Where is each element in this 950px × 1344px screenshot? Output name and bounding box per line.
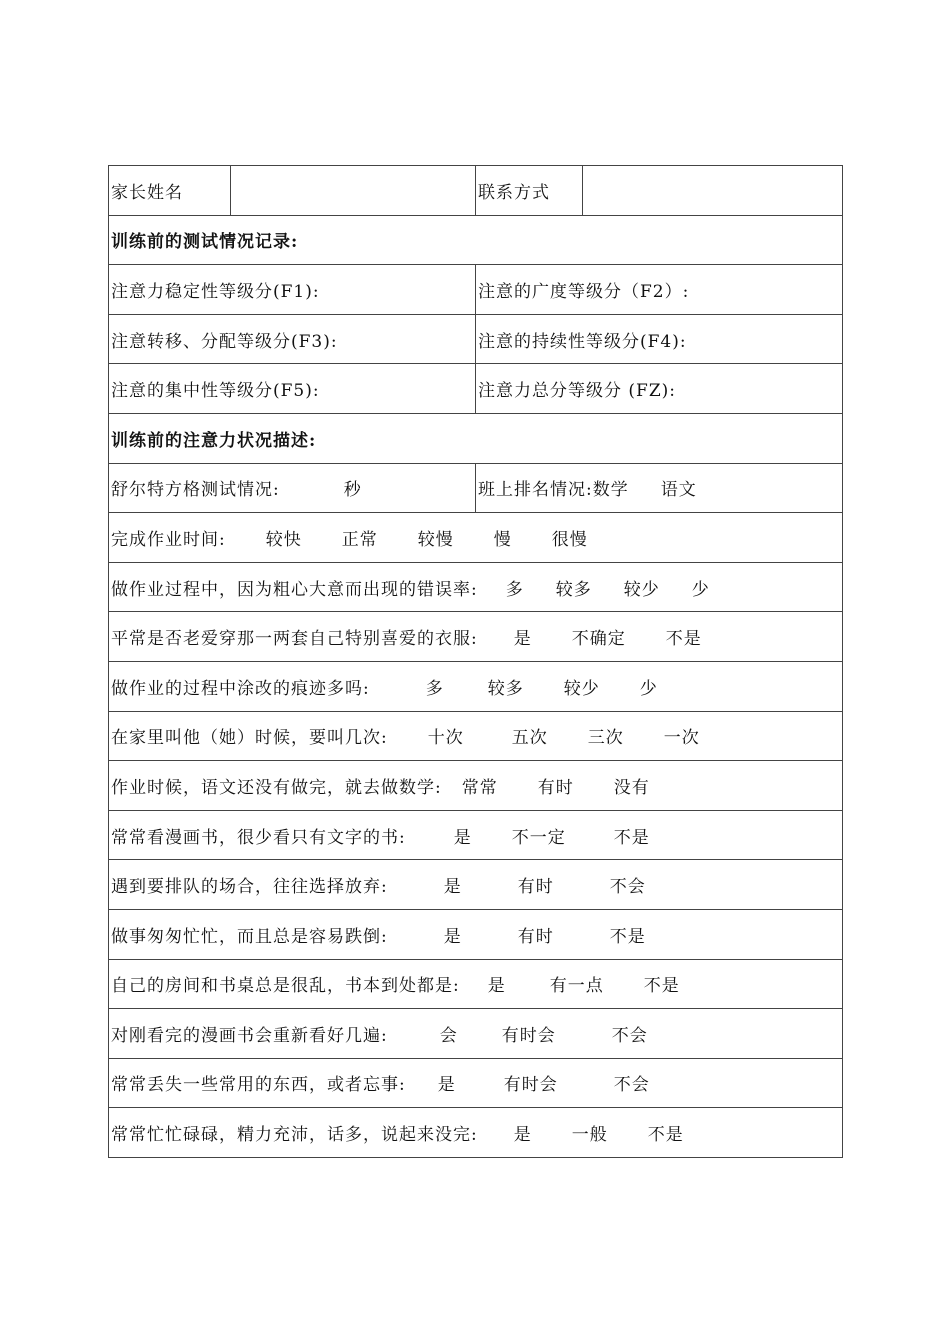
option-choice[interactable]: 是 <box>443 877 462 898</box>
rank-field[interactable] <box>476 463 843 513</box>
question-cell <box>109 909 843 959</box>
question-cell <box>109 562 843 612</box>
contact-label: 联系方式 <box>476 166 583 216</box>
fz-field[interactable]: 注意力总分等级分 (FZ): <box>476 364 843 414</box>
f2-field[interactable]: 注意的广度等级分（F2）: <box>476 265 843 315</box>
option-choice[interactable]: 较少 <box>623 579 660 600</box>
question-label: 做作业的过程中涂改的痕迹多吗: <box>111 678 370 699</box>
option-choice[interactable]: 不会 <box>611 1025 648 1046</box>
option-choice[interactable]: 有时 <box>517 926 554 947</box>
rank-label: 班上排名情况: <box>478 480 593 501</box>
option-choice[interactable]: 慢 <box>493 529 512 550</box>
question-row <box>109 1058 843 1108</box>
question-row <box>109 909 843 959</box>
question-row <box>109 959 843 1009</box>
parent-name-label: 家长姓名 <box>109 166 231 216</box>
option-choice[interactable]: 正常 <box>341 529 378 550</box>
schulte-field[interactable] <box>109 463 476 513</box>
option-choice[interactable]: 不是 <box>609 926 646 947</box>
question-label: 遇到要排队的场合，往往选择放弃: <box>111 877 388 898</box>
question-row <box>109 562 843 612</box>
option-choice[interactable]: 十次 <box>427 728 464 749</box>
f1-field[interactable]: 注意力稳定性等级分(F1): <box>109 265 476 315</box>
option-choice[interactable]: 一般 <box>571 1125 608 1146</box>
option-choice[interactable]: 有时会 <box>503 1075 558 1096</box>
parent-info-row <box>109 166 843 216</box>
option-choice[interactable]: 一次 <box>663 728 700 749</box>
question-row <box>109 761 843 811</box>
question-row <box>109 661 843 711</box>
option-choice[interactable]: 有一点 <box>549 976 604 997</box>
option-choice[interactable]: 很慢 <box>551 529 588 550</box>
pretest-title: 训练前的测试情况记录: <box>109 215 843 265</box>
option-choice[interactable]: 常常 <box>461 777 498 798</box>
question-label: 完成作业时间: <box>111 529 226 550</box>
question-label: 在家里叫他（她）时候，要叫几次: <box>111 728 388 749</box>
option-choice[interactable]: 较少 <box>563 678 600 699</box>
option-choice[interactable]: 多 <box>505 579 524 600</box>
f5-field[interactable]: 注意的集中性等级分(F5): <box>109 364 476 414</box>
option-choice[interactable]: 是 <box>513 1125 532 1146</box>
option-choice[interactable]: 是 <box>513 629 532 650</box>
rank-math: 数学 <box>592 480 629 501</box>
question-row <box>109 860 843 910</box>
question-label: 做作业过程中，因为粗心大意而出现的错误率: <box>111 579 478 600</box>
question-cell <box>109 959 843 1009</box>
question-cell <box>109 711 843 761</box>
option-choice[interactable]: 较多 <box>555 579 592 600</box>
question-cell <box>109 860 843 910</box>
question-cell <box>109 661 843 711</box>
schulte-label: 舒尔特方格测试情况: <box>111 480 280 501</box>
pretest-title-row <box>109 215 843 265</box>
option-choice[interactable]: 较多 <box>487 678 524 699</box>
question-row <box>109 711 843 761</box>
option-choice[interactable]: 不会 <box>613 1075 650 1096</box>
score-row-2 <box>109 314 843 364</box>
option-choice[interactable]: 是 <box>437 1075 456 1096</box>
question-label: 平常是否老爱穿那一两套自己特别喜爱的衣服: <box>111 629 478 650</box>
rank-chinese: 语文 <box>660 480 697 501</box>
option-choice[interactable]: 没有 <box>613 777 650 798</box>
score-row-1 <box>109 265 843 315</box>
question-row <box>109 810 843 860</box>
question-cell <box>109 1058 843 1108</box>
option-choice[interactable]: 五次 <box>511 728 548 749</box>
option-choice[interactable]: 较快 <box>265 529 302 550</box>
option-choice[interactable]: 不是 <box>665 629 702 650</box>
option-choice[interactable]: 会 <box>439 1025 458 1046</box>
option-choice[interactable]: 多 <box>425 678 444 699</box>
option-choice[interactable]: 有时 <box>517 877 554 898</box>
score-row-3 <box>109 364 843 414</box>
description-title-row <box>109 413 843 463</box>
question-row <box>109 1009 843 1059</box>
option-choice[interactable]: 不是 <box>647 1125 684 1146</box>
parent-name-field[interactable] <box>231 166 476 216</box>
option-choice[interactable]: 三次 <box>587 728 624 749</box>
schulte-unit: 秒 <box>343 480 362 501</box>
question-label: 做事匆匆忙忙，而且总是容易跌倒: <box>111 926 388 947</box>
question-cell <box>109 513 843 563</box>
question-label: 对刚看完的漫画书会重新看好几遍: <box>111 1025 388 1046</box>
question-row <box>109 612 843 662</box>
option-choice[interactable]: 不确定 <box>571 629 626 650</box>
description-title: 训练前的注意力状况描述: <box>109 413 843 463</box>
assessment-form <box>108 165 843 1158</box>
question-label: 常常丢失一些常用的东西，或者忘事: <box>111 1075 406 1096</box>
option-choice[interactable]: 有时 <box>537 777 574 798</box>
option-choice[interactable]: 是 <box>487 976 506 997</box>
question-label: 常常看漫画书，很少看只有文字的书: <box>111 827 406 848</box>
option-choice[interactable]: 少 <box>691 579 710 600</box>
question-label: 自己的房间和书桌总是很乱，书本到处都是: <box>111 976 460 997</box>
question-cell <box>109 810 843 860</box>
question-row <box>109 513 843 563</box>
option-choice[interactable]: 少 <box>639 678 658 699</box>
option-choice[interactable]: 不会 <box>609 877 646 898</box>
question-row <box>109 1108 843 1158</box>
option-choice[interactable]: 不一定 <box>511 827 566 848</box>
question-label: 作业时候，语文还没有做完，就去做数学: <box>111 777 442 798</box>
f3-field[interactable]: 注意转移、分配等级分(F3): <box>109 314 476 364</box>
question-cell <box>109 761 843 811</box>
contact-field[interactable] <box>583 166 843 216</box>
question-cell <box>109 612 843 662</box>
question-cell <box>109 1009 843 1059</box>
option-choice[interactable]: 有时会 <box>501 1025 556 1046</box>
schulte-rank-row <box>109 463 843 513</box>
question-label: 常常忙忙碌碌，精力充沛，话多，说起来没完: <box>111 1125 478 1146</box>
option-choice[interactable]: 不是 <box>643 976 680 997</box>
option-choice[interactable]: 是 <box>443 926 462 947</box>
question-cell <box>109 1108 843 1158</box>
option-choice[interactable]: 较慢 <box>417 529 454 550</box>
f4-field[interactable]: 注意的持续性等级分(F4): <box>476 314 843 364</box>
option-choice[interactable]: 是 <box>453 827 472 848</box>
option-choice[interactable]: 不是 <box>613 827 650 848</box>
